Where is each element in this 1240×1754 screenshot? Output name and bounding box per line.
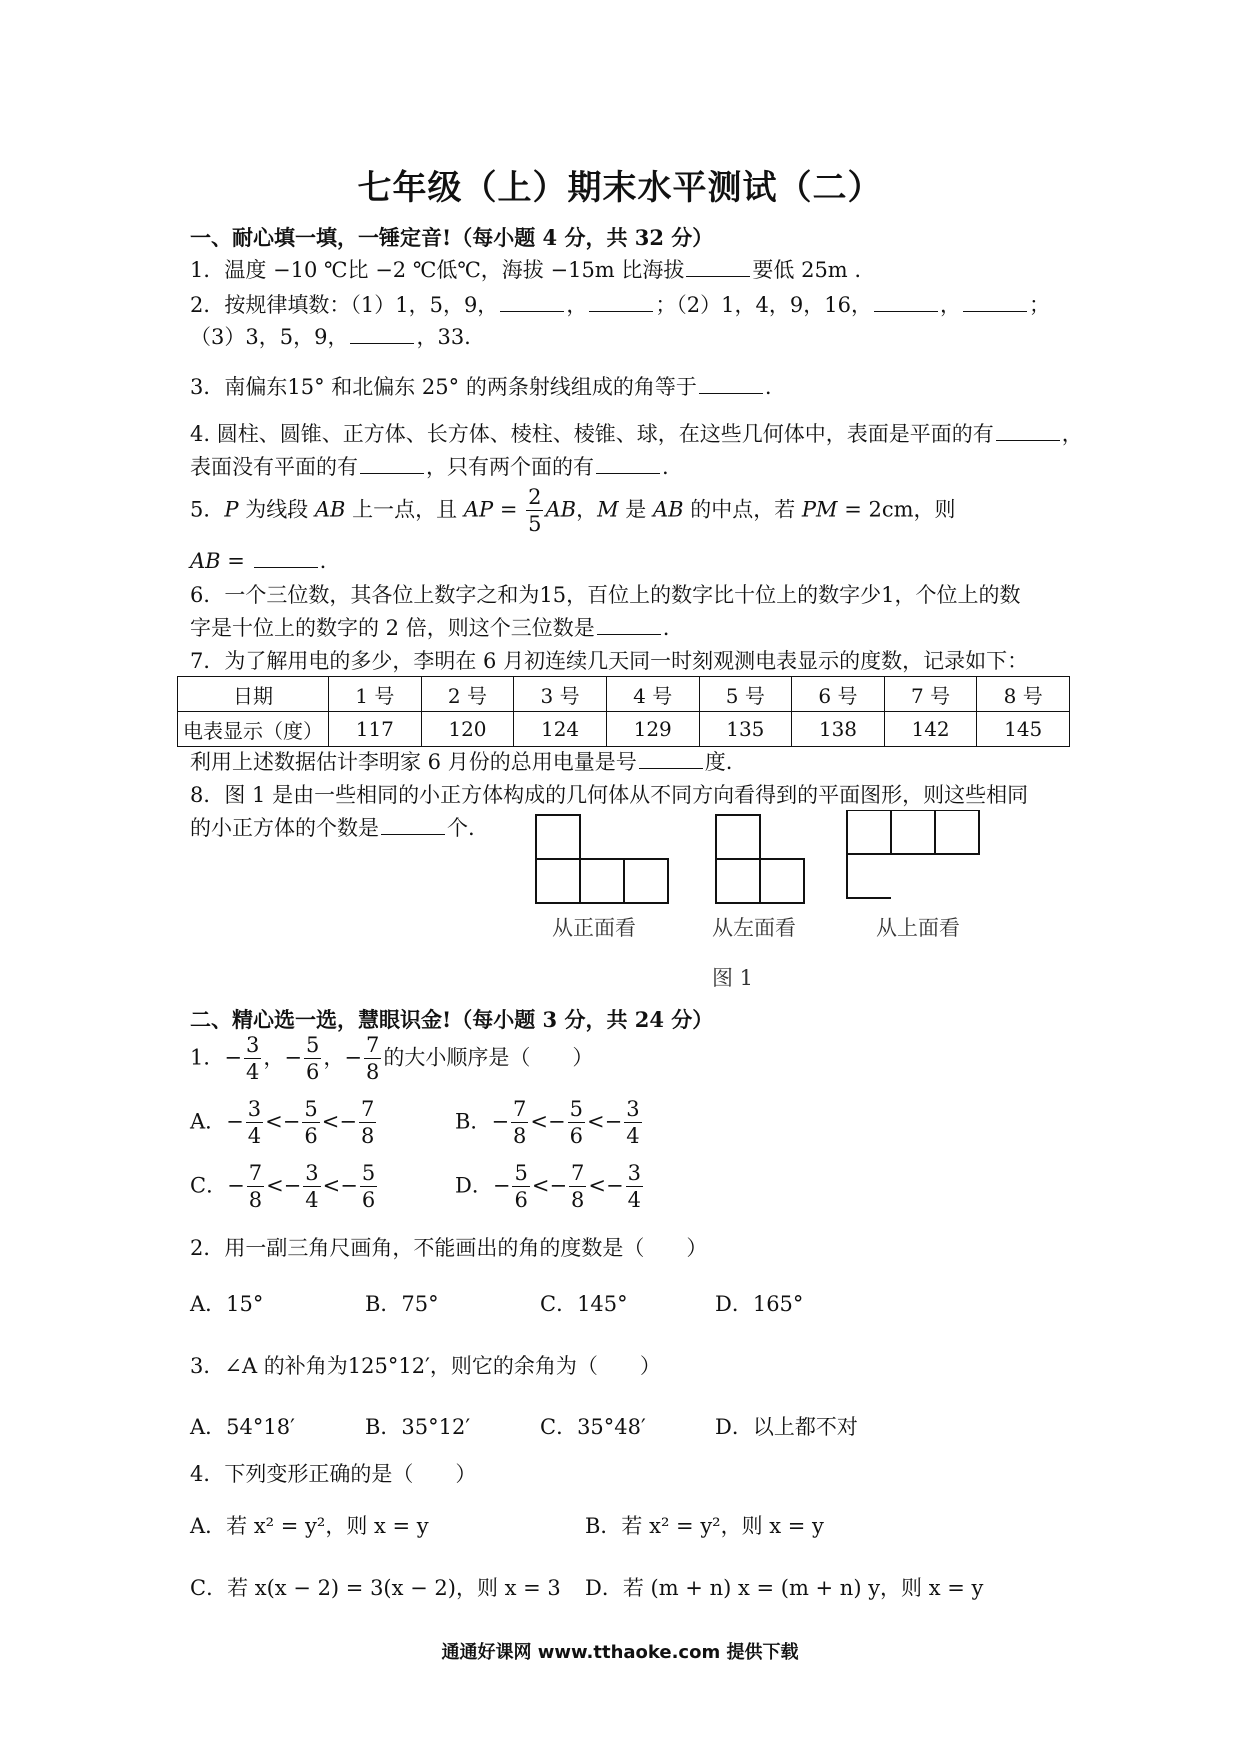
s1-q3 — [190, 371, 772, 401]
table-cell: 124 — [514, 712, 607, 747]
minus-sign: − — [492, 1173, 511, 1198]
answer-blank — [963, 289, 1027, 312]
var-pm: PM — [801, 497, 838, 522]
front-view-cube — [580, 859, 624, 903]
s1-q8-line2-text: 的小正方体的个数是 — [190, 816, 379, 841]
fraction-numerator: 7 — [359, 1096, 376, 1123]
s1-q4-end2: . — [662, 455, 669, 480]
s2-q1-option-d[interactable] — [455, 1160, 645, 1214]
answer-blank — [254, 545, 318, 568]
fraction-denominator: 6 — [361, 1188, 376, 1213]
var-ab: AB — [190, 549, 221, 574]
minus-sign: − — [548, 1109, 566, 1134]
s1-q2-line1 — [190, 289, 1050, 319]
s2-q4-option-a[interactable]: A．若 x² = y²，则 x = y — [190, 1514, 429, 1538]
fraction — [526, 484, 543, 538]
table-cell: 145 — [977, 712, 1070, 747]
fraction-numerator: 3 — [626, 1160, 643, 1187]
option-letter: B． — [455, 1109, 492, 1134]
answer-blank — [381, 812, 445, 835]
s1-q5-eq: = — [493, 497, 525, 522]
s1-q5-line2-eq: = — [220, 549, 252, 574]
left-view-cube — [716, 859, 760, 903]
var-ab: AB — [652, 497, 684, 522]
answer-blank — [596, 451, 660, 474]
s2-q2-option-d[interactable]: D．165° — [715, 1292, 804, 1316]
s1-q8-line2 — [190, 812, 475, 842]
s1-q2-line2-b: ，33. — [416, 325, 471, 350]
fraction-denominator: 6 — [514, 1188, 528, 1213]
fraction-numerator: 5 — [304, 1032, 321, 1059]
table-header-cell: 5 号 — [699, 677, 792, 712]
less-than: < — [588, 1173, 607, 1198]
var-m: M — [597, 497, 619, 522]
table-header-cell: 6 号 — [792, 677, 885, 712]
table-cell: 138 — [792, 712, 885, 747]
minus-sign: − — [549, 1173, 568, 1198]
fraction — [568, 1096, 585, 1150]
less-than: < — [321, 1109, 340, 1134]
less-than: < — [266, 1173, 284, 1198]
s1-q2-sep2: ；（2）1，4，9，16， — [655, 293, 872, 318]
page-footer: 通通好课网 www.tthaoke.com 提供下载 — [441, 1642, 799, 1663]
front-view-cube — [536, 815, 580, 859]
s2-q4-text: 4．下列变形正确的是（ ） — [190, 1462, 477, 1486]
fraction-denominator: 4 — [247, 1124, 262, 1149]
var-p: P — [224, 497, 239, 522]
minus-sign: − — [344, 1045, 362, 1070]
s2-q1-suffix: 的大小顺序是（ ） — [383, 1045, 594, 1070]
fraction — [304, 1032, 321, 1086]
s1-q1-tail: 要低 25m . — [752, 258, 862, 283]
fraction — [360, 1160, 377, 1214]
s1-q7-after-end: 度. — [704, 750, 733, 775]
fraction-denominator: 4 — [305, 1188, 319, 1213]
fraction-denominator: 6 — [304, 1124, 318, 1149]
table-header-cell: 2 号 — [421, 677, 514, 712]
fraction — [624, 1096, 641, 1150]
answer-blank — [500, 289, 564, 312]
fraction — [302, 1096, 319, 1150]
option-letter: A． — [190, 1109, 227, 1134]
s1-q7-after — [190, 746, 732, 776]
caption-top-view: 从上面看 — [876, 916, 960, 940]
minus-sign: − — [227, 1173, 245, 1198]
less-than: < — [587, 1109, 605, 1134]
s1-q6-line2-text: 字是十位上的数字的 2 倍，则这个三位数是 — [190, 616, 595, 641]
s2-q4-option-b[interactable]: B．若 x² = y²，则 x = y — [585, 1514, 824, 1538]
table-header-cell: 8 号 — [977, 677, 1070, 712]
s1-q8-end: 个. — [447, 816, 475, 841]
table-header-cell: 4 号 — [606, 677, 699, 712]
s1-q7-after-text: 利用上述数据估计李明家 6 月份的总用电量是号 — [190, 750, 637, 775]
fraction — [247, 1160, 264, 1214]
s1-q5-d: ， — [576, 497, 598, 522]
s2-q4-option-d[interactable]: D．若 (m + n) x = (m + n) y，则 x = y — [585, 1576, 984, 1600]
s2-q4-option-c[interactable]: C．若 x(x − 2) = 3(x − 2)，则 x = 3 — [190, 1576, 561, 1600]
s2-q1-option-c[interactable] — [190, 1160, 379, 1214]
answer-blank — [996, 418, 1060, 441]
s1-q5-a: 5． — [190, 497, 225, 522]
minus-sign: − — [283, 1173, 302, 1198]
figure-label: 图 1 — [712, 966, 754, 990]
caption-left-view: 从左面看 — [712, 916, 796, 940]
s1-q3-end: . — [764, 375, 772, 400]
fraction-denominator: 4 — [626, 1124, 640, 1149]
less-than: < — [531, 1173, 550, 1198]
minus-sign: − — [282, 1109, 301, 1134]
fraction-numerator: 3 — [244, 1032, 261, 1059]
answer-blank — [639, 746, 703, 769]
s2-q3-option-b[interactable]: B．35°12′ — [365, 1415, 471, 1439]
s2-q1-option-b[interactable] — [455, 1096, 644, 1150]
s1-q2-sep3: ， — [939, 293, 961, 318]
fraction — [303, 1160, 320, 1214]
left-view-cube — [716, 815, 760, 859]
top-view-cube — [891, 810, 935, 854]
answer-blank — [589, 289, 653, 312]
table-cell: 142 — [884, 712, 977, 747]
var-ap: AP — [463, 497, 494, 522]
var-ab: AB — [314, 497, 346, 522]
fraction-denominator: 6 — [569, 1124, 584, 1149]
s2-q3-text: 3．∠A 的补角为125°12′，则它的余角为（ ） — [190, 1354, 661, 1378]
s1-q5-line2 — [190, 545, 326, 573]
option-letter: D． — [455, 1173, 493, 1198]
s1-q5-f: 的中点，若 — [683, 497, 802, 522]
answer-blank — [699, 371, 763, 394]
s1-q2-line2 — [190, 321, 471, 351]
fraction — [626, 1160, 643, 1214]
fraction-numerator: 3 — [303, 1160, 320, 1187]
table-header-cell: 3 号 — [514, 677, 607, 712]
fraction-denominator: 4 — [245, 1060, 260, 1085]
s1-q5-line1 — [190, 484, 956, 538]
minus-sign: − — [224, 1045, 242, 1070]
less-than: < — [265, 1109, 283, 1134]
s2-q2-option-c[interactable]: C．145° — [540, 1292, 628, 1316]
s1-q5-e: 是 — [618, 497, 653, 522]
table-header-cell: 1 号 — [329, 677, 422, 712]
fraction-numerator: 5 — [512, 1160, 529, 1187]
fraction — [569, 1160, 586, 1214]
fraction-denominator: 6 — [305, 1060, 320, 1085]
s2-q1-option-a[interactable] — [190, 1096, 378, 1150]
s1-q4-line1 — [190, 418, 1083, 448]
answer-blank — [350, 321, 414, 344]
minus-sign: − — [226, 1109, 244, 1134]
fraction-denominator: 8 — [513, 1124, 527, 1149]
fraction-numerator: 3 — [246, 1096, 263, 1123]
answer-blank — [686, 254, 750, 277]
fraction-denominator: 8 — [365, 1060, 380, 1085]
s1-q2-end: ； — [1028, 293, 1050, 318]
fraction-denominator: 8 — [248, 1188, 263, 1213]
s1-q3-text: 3．南偏东15° 和北偏东 25° 的两条射线组成的角等于 — [190, 375, 697, 400]
fraction-denominator: 8 — [571, 1188, 585, 1213]
s2-q2-option-b[interactable]: B．75° — [365, 1292, 439, 1316]
left-view-cube — [760, 859, 804, 903]
fraction-numerator: 5 — [360, 1160, 377, 1187]
fraction — [244, 1032, 261, 1086]
fraction-numerator: 2 — [526, 484, 543, 511]
fraction-numerator: 7 — [364, 1032, 381, 1059]
fraction — [364, 1032, 381, 1086]
answer-blank — [874, 289, 938, 312]
less-than: < — [530, 1109, 549, 1134]
top-view-partial — [847, 854, 891, 898]
table-cell: 120 — [421, 712, 514, 747]
minus-sign: − — [606, 1173, 624, 1198]
s1-q1-text: 1．温度 −10 ℃比 −2 ℃低℃，海拔 −15m 比海拔 — [190, 258, 685, 283]
s1-q5-line2-end: . — [319, 549, 327, 574]
table-cell: 135 — [699, 712, 792, 747]
s1-q6-line2 — [190, 612, 669, 642]
top-view-cube — [847, 810, 891, 854]
s2-q1 — [190, 1032, 593, 1086]
s2-q2-option-a[interactable]: A．15° — [190, 1292, 264, 1316]
s2-q2-text: 2．用一副三角尺画角，不能画出的角的度数是（ ） — [190, 1236, 708, 1260]
s2-q1-prefix: 1． — [190, 1045, 225, 1070]
fraction — [359, 1096, 376, 1150]
s1-q5-b: 为线段 — [238, 497, 315, 522]
s1-q4-end1: ， — [1061, 422, 1083, 447]
three-view-figure — [530, 810, 1000, 910]
table-cell: 电表显示（度） — [178, 712, 329, 747]
s1-q1 — [190, 254, 861, 284]
fraction — [511, 1096, 528, 1150]
s2-q3-option-c[interactable]: C．35°48′ — [540, 1415, 646, 1439]
table-header-cell: 7 号 — [884, 677, 977, 712]
less-than: < — [322, 1173, 341, 1198]
s2-q3-option-a[interactable]: A．54°18′ — [190, 1415, 295, 1439]
fraction — [512, 1160, 529, 1214]
top-view-cube — [935, 810, 979, 854]
minus-sign: − — [339, 1109, 357, 1134]
s1-q2-text-a: 2．按规律填数：（1）1，5，9， — [190, 293, 499, 318]
var-ab: AB — [545, 497, 577, 522]
front-view-cube — [536, 859, 580, 903]
option-letter: C． — [190, 1173, 228, 1198]
fraction-denominator: 8 — [360, 1124, 375, 1149]
fraction-numerator: 7 — [569, 1160, 586, 1187]
minus-sign: − — [284, 1045, 302, 1070]
s2-q3-option-d[interactable]: D．以上都不对 — [715, 1415, 858, 1439]
minus-sign: − — [604, 1109, 623, 1134]
s1-q7-text: 7．为了解用电的多少，李明在 6 月初连续几天同一时刻观测电表显示的度数，记录如下： — [190, 649, 1029, 673]
section1-heading: 一、耐心填一填，一锤定音!（每小题 4 分，共 32 分） — [190, 225, 714, 250]
minus-sign: − — [491, 1109, 510, 1134]
table-row — [178, 677, 1070, 712]
s1-q2-sep1: ， — [566, 293, 588, 318]
page-title: 七年级（上）期末水平测试（二） — [357, 168, 883, 208]
separator: ， — [263, 1045, 285, 1070]
minus-sign: − — [340, 1173, 358, 1198]
fraction-numerator: 7 — [247, 1160, 264, 1187]
caption-front-view: 从正面看 — [552, 916, 636, 940]
s1-q4-line1-text: 4. 圆柱、圆锥、正方体、长方体、棱柱、棱锥、球，在这些几何体中，表面是平面的有 — [190, 422, 994, 447]
s1-q4-line2-b: ，只有两个面的有 — [426, 455, 594, 480]
fraction-denominator: 4 — [627, 1188, 642, 1213]
fraction-numerator: 5 — [568, 1096, 585, 1123]
answer-blank — [360, 451, 424, 474]
table-header-cell: 日期 — [178, 677, 329, 712]
table-row — [178, 712, 1070, 747]
s1-q2-line2-a: （3）3，5，9， — [190, 325, 349, 350]
table-cell: 117 — [329, 712, 422, 747]
table-cell: 129 — [606, 712, 699, 747]
s1-q5-c: 上一点，且 — [345, 497, 464, 522]
s1-q8-line1: 8．图 1 是由一些相同的小正方体构成的几何体从不同方向看得到的平面图形，则这些相同 — [190, 783, 1029, 807]
s1-q6-end: . — [662, 616, 670, 641]
separator: ， — [323, 1045, 345, 1070]
s1-q4-line2 — [190, 451, 669, 481]
fraction-numerator: 5 — [302, 1096, 319, 1123]
section2-heading: 二、精心选一选，慧眼识金!（每小题 3 分，共 24 分） — [190, 1007, 714, 1032]
s1-q6-line1: 6．一个三位数，其各位上数字之和为15，百位上的数字比十位上的数字少1，个位上的数 — [190, 583, 1021, 607]
answer-blank — [597, 612, 661, 635]
meter-reading-table — [177, 676, 1070, 747]
s1-q4-line2-a: 表面没有平面的有 — [190, 455, 358, 480]
s1-q5-g: = 2cm，则 — [837, 497, 956, 522]
fraction-denominator: 5 — [528, 512, 542, 537]
fraction-numerator: 3 — [624, 1096, 641, 1123]
fraction — [246, 1096, 263, 1150]
fraction-numerator: 7 — [511, 1096, 528, 1123]
front-view-cube — [624, 859, 668, 903]
